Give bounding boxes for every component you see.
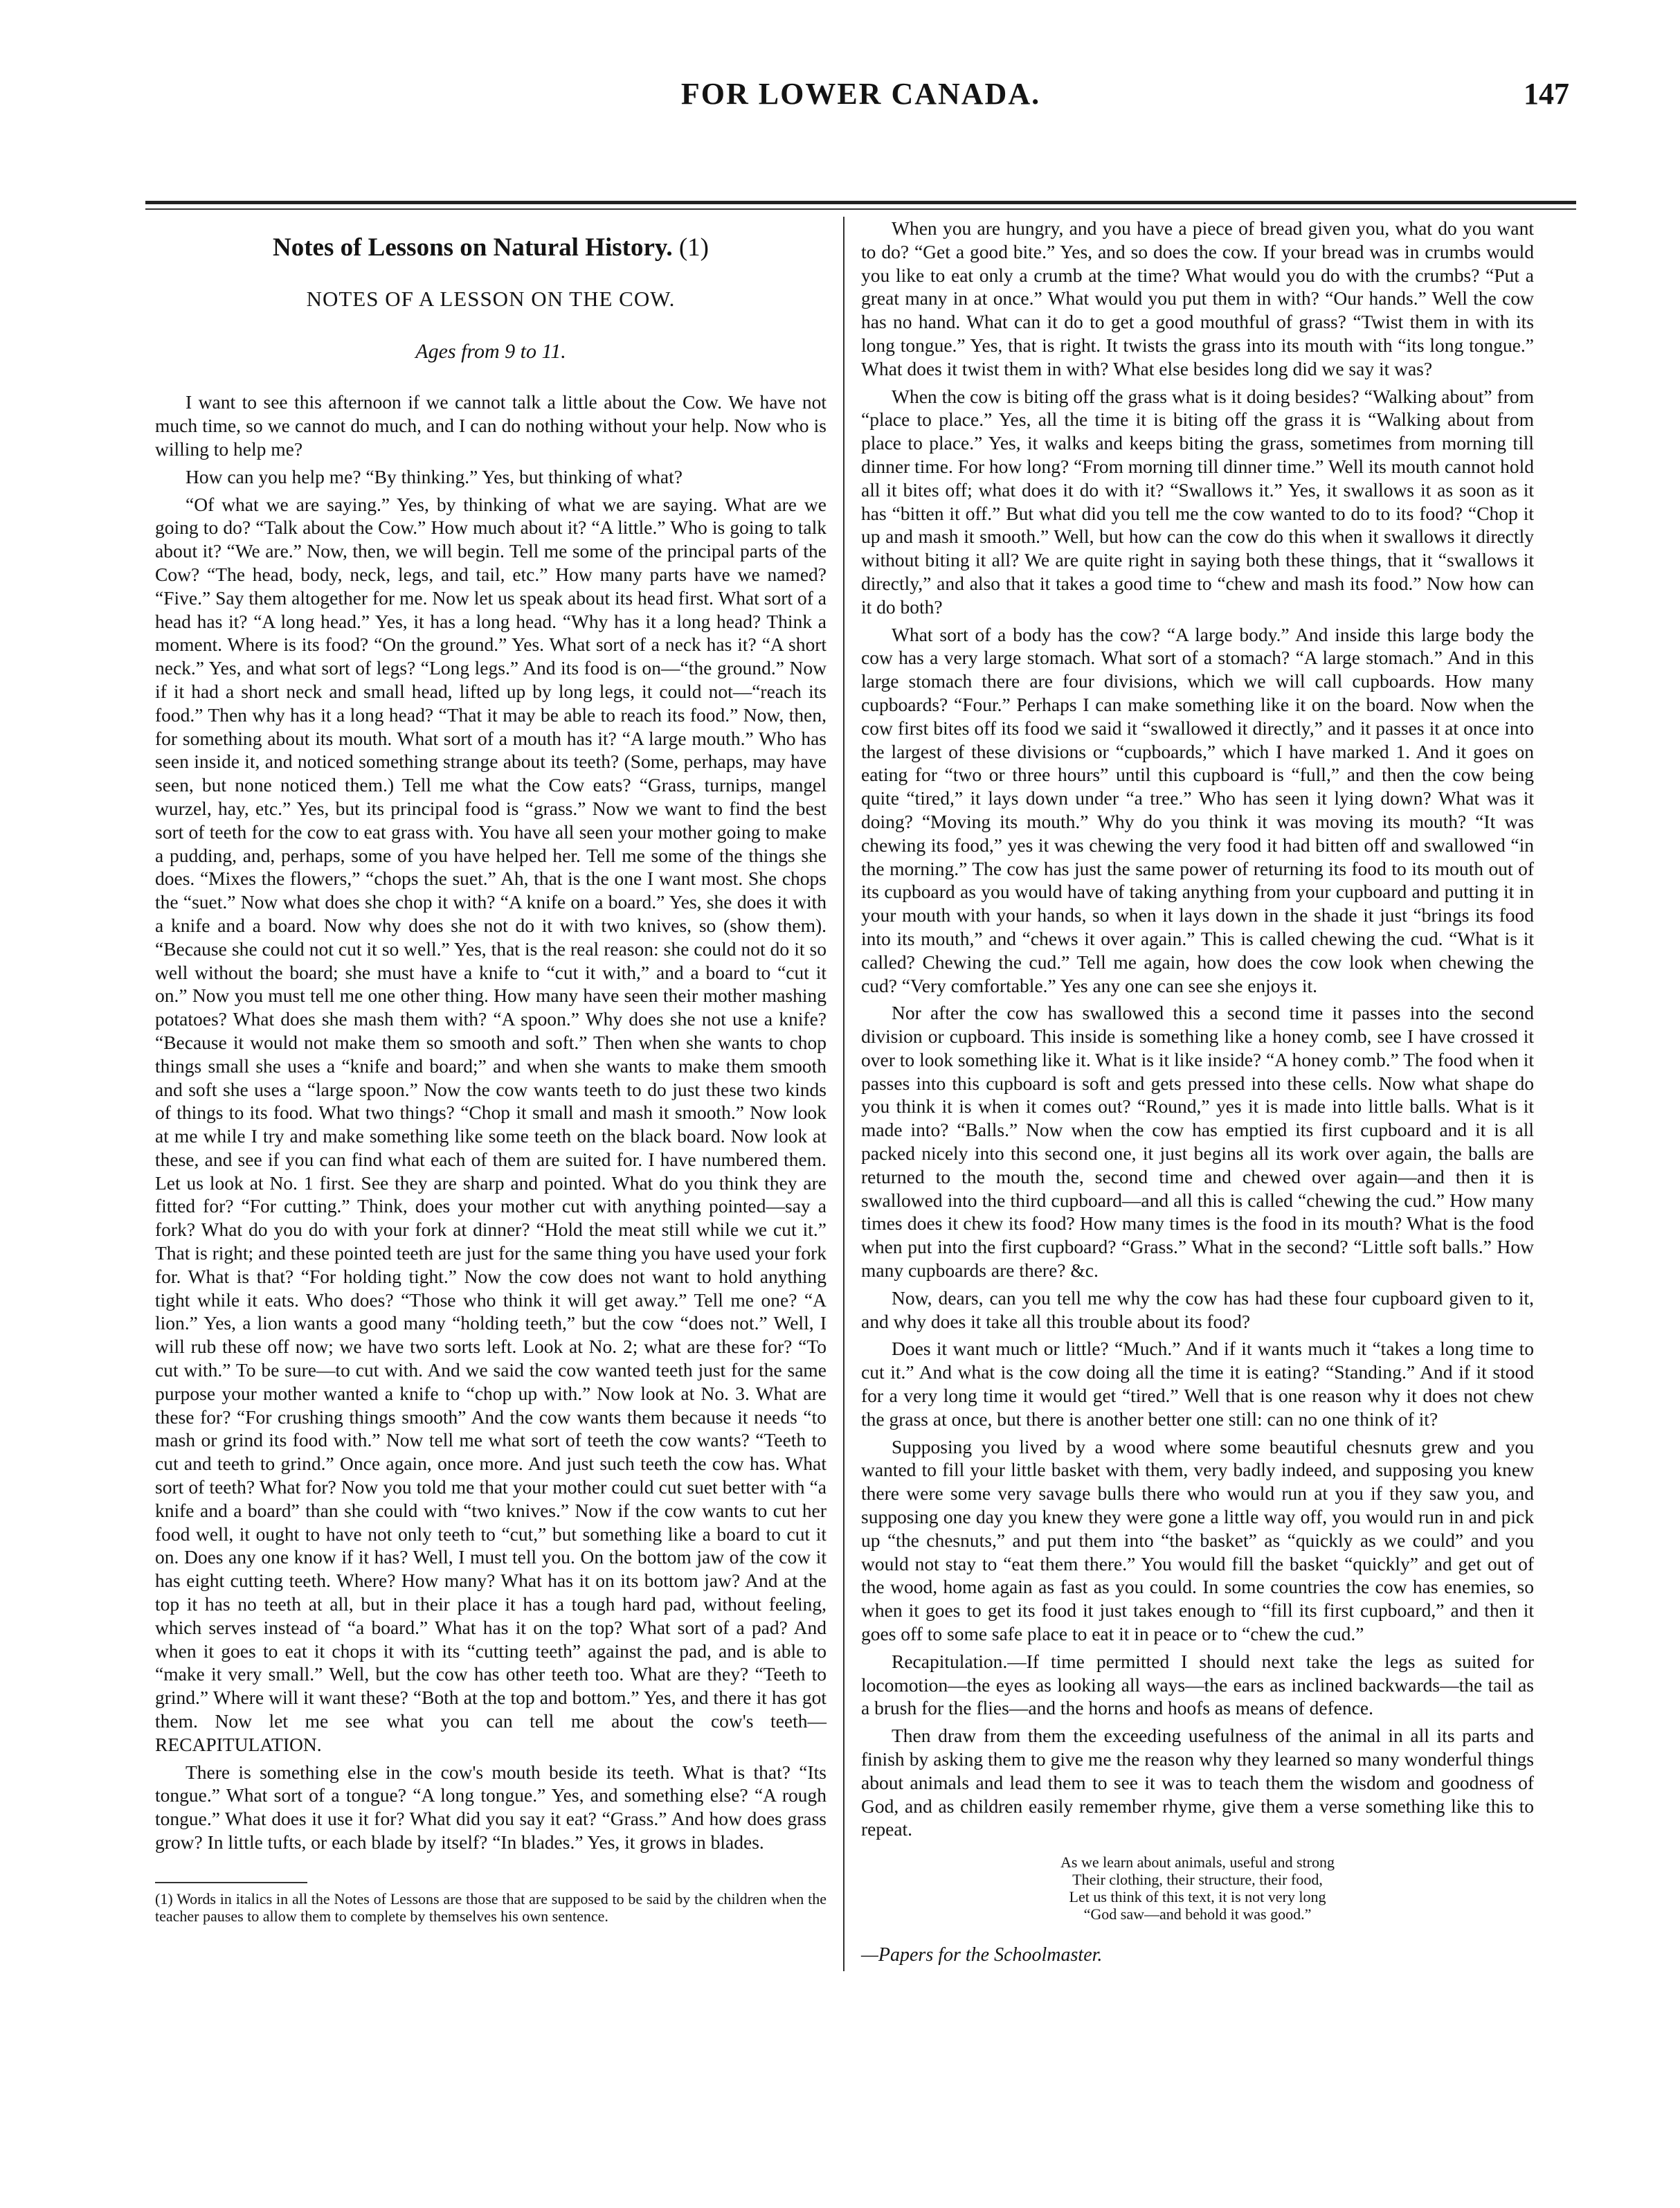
right-paragraph: Supposing you lived by a wood where some beautiful chesnuts grew and you wanted to fill your little basket with them, very badly indeed, and supposing you knew there were some very savage bulls there who would run at you if they saw you, and supposing one day you knew they were gone a little way off, you would run in and pick up “the chesnuts,” and put them into “the basket” as “quickly as we could” and you would not stay to “eat them there.” You would fill the basket “quickly” and get out of the wood, home again as fast as you could. In some countries the cow has enemies, so when it goes to get its food it just takes enough to “fill its first cupboard,” and then it goes off to some safe place to eat it in peace or to “chew the cud.”: [861, 1435, 1534, 1645]
right-column: [844, 217, 1544, 1971]
header-rule: [145, 201, 1576, 204]
ages-line: Ages from 9 to 11.: [415, 339, 566, 363]
verse-line: Their clothing, their structure, their food,: [1072, 1871, 1323, 1889]
article-title-footnote-mark: (1): [678, 233, 710, 262]
right-paragraph: Nor after the cow has swallowed this a second time it passes into the second division or cupboard. This inside is something like a honey comb, see I have crossed it over to look something like it. What is it like inside? “A honey comb.” The food when it passes into this cupboard is soft and gets pressed into these cells. Now what shape do you think it is when it comes out? “Round,” yes it is made into little balls. What is it made into? “Balls.” Now when the cow has emptied its first cupboard and it is all packed nicely into this second one, it just begins all its work over again, the balls are returned to the mouth the, second time and chewed over again—and then it is swallowed into the third cupboard—and all this is called “chewing the cud.” How many times does it chew its food? How many times is the food in its mouth? What is the food when put into the first cupboard? “Grass.” What in the second? “Little soft balls.” How many cupboards are there? &c.: [861, 1002, 1534, 1282]
left-paragraph: “Of what we are saying.” Yes, by thinking of what we are saying. What are we going to do? “Talk about the Cow.” How much about it? “A little.” Who is going to talk about it? “We are.” Now, then, we will begin. Tell me some of the principal parts of the Cow? “The head, body, neck, legs, and tail, etc.” How many parts have we named? “Five.” Say them altogether for me. Now let us speak about its head first. What sort of a head has it? “A long head.” Yes, it has a long head. “Why has it a long head? Think a moment. Where is its food? “On the ground.” Yes. What sort of a neck has it? “A short neck.” Yes, and what sort of legs? “Long legs.” And its food is on—“the ground.” Now if it had a short neck and small head, lifted up by long legs, it could not—“reach its food.” Then why has it a long head? “That it may be able to reach its food.” Now, then, for something about its mouth. What sort of a mouth has it? “A large mouth.” Who has seen inside it, and noticed something strange about its teeth? (Some, perhaps, may have seen, but none noticed them.) Tell me what the Cow eats? “Grass, turnips, mangel wurzel, hay, etc.” Yes, but its principal food is “grass.” Now we want to find the best sort of teeth for the cow to eat grass with. You have all seen your mother going to make a pudding, and, perhaps, some of you have helped her. Tell me some of the things she does. “Mixes the flowers,” “chops the suet.” Ah, that is the one I want most. She chops the “suet.” Now what does she chop it with? “A knife on a board.” Yes, she does it with a knife and a board. Now why does she not do it with two knives, so (show them). “Because she could not cut it so well.” Yes, that is the real reason: she could not do it so well without the board; she must have a knife to “cut it with,” and a board to “cut it on.” Now you must tell me one other thing. How many have seen their mother mashing potatoes? What does she mash them with? “A spoon.” Why does she not use a knife? “Because it would not make them so smooth and soft.” Then when she wants to chop things small she uses a “knife and board;” and when she wants to make them smooth and soft she uses a “large spoon.” Now the cow wants teeth to do just these two kinds of things to its food. What two things? “Chop it small and mash it smooth.” Now look at me while I try and make something like some teeth on the black board. Now look at these, and see if you can find what each of them are suited for. I have numbered them. Let us look at No. 1 first. See they are sharp and pointed. What do you think they are fitted for? “For cutting.” Think, does your mother cut with anything pointed—say a fork? What do you do with your fork at dinner? “Hold the meat still while we cut it.” That is right; and these pointed teeth are just for the same thing you have used your fork for. What is that? “For holding tight.” Now the cow does not want to hold anything tight while it eats. Who does? “Those who think it will get away.” Tell me one? “A lion.” Yes, a lion wants a good many “holding teeth,” but the cow “does not.” Well, I will rub these off now; we have two sorts left. Look at No. 2; what are these for? “To cut with.” To be sure—to cut with. And we said the cow wanted teeth just for the same purpose your mother wanted a knife to “chop up with.” Now look at No. 3. What are these for? “For crushing things smooth” And the cow wants them because it needs “to mash or grind its food with.” Now tell me what sort of teeth the cow wants? “Teeth to cut and teeth to grind.” Once again, once more. And just such teeth the cow has. What sort of teeth? What for? Now you told me that your mother could cut suet better with “a knife and a board” than she could with “two knives.” Now if the cow wants to cut her food well, it ought to have not only teeth to “cut,” but something like a board to cut it on. Does any one know if it has? Well, I must tell you. On the bottom jaw of the cow it has eight cutting teeth. Where? How many? What has it on its bottom jaw? And at the top it has no teeth at all, but in their place it has a tough hard pad, without feeling, which serves instead of “a board.” What has it on the top? What sort of a pad? And when it goes to eat it chops it with its “cutting teeth” against the pad, and is able to “make it very small.” Well, but the cow has other teeth too. What are they? “Teeth to grind.” Where will it want these? “Both at the top and bottom.” Yes, and there it has got them. Now let me see what you can tell me about the cow's teeth—RECAPITULATION.: [155, 493, 827, 1755]
verse-line: “God saw—and behold it was good.”: [1083, 1905, 1312, 1923]
right-paragraph: Now, dears, can you tell me why the cow has had these four cupboard given to it, and why does it take all this trouble about its food?: [861, 1286, 1534, 1332]
right-paragraph: When you are hungry, and you have a piece of bread given you, what do you want to do? “Get a good bite.” Yes, and so does the cow. If your bread was in crumbs would you like to eat only a crumb at the time? What would you do with the crumbs? “Put a great many in at once.” What would you put them in with? “Our hands.” Well the cow has no hand. What can it do to get a good mouthful of grass? “Twist them in with its long tongue.” Yes, that is right. It twists the grass into its mouth with “its long tongue.” What does it twist them in with? What else besides long did we say it was?: [861, 217, 1534, 379]
verse-line: As we learn about animals, useful and strong: [1060, 1854, 1335, 1872]
running-title: FOR LOWER CANADA.: [680, 77, 1041, 111]
article-title-text: Notes of Lessons on Natural History.: [272, 233, 673, 262]
footnote: (1) Words in italics in all the Notes of Lessons are those that are supposed to be said by the children when the teacher pauses to allow them to complete by themselves his own sentence.: [155, 1890, 827, 1925]
left-paragraph: I want to see this afternoon if we cannot talk a little about the Cow. We have not much time, so we cannot do much, and I can do nothing without your help. Now who is willing to help me?: [155, 391, 827, 460]
verse-line: Let us think of this text, it is not very long: [1069, 1888, 1326, 1906]
right-paragraph: Does it want much or little? “Much.” And if it wants much it “takes a long time to cut it.” And what is the cow doing all the time it is eating? “Standing.” And if it stood for a very long time it would get “tired.” Well that is one reason why it does not chew the grass at once, but there is another better one still: can no one think of it?: [861, 1338, 1534, 1430]
right-paragraph: What sort of a body has the cow? “A large body.” And inside this large body the cow has a very large stomach. What sort of a stomach? “A large stomach.” And in this large stomach there are four divisions, which we will call cupboards. How many cupboards? “Four.” Perhaps I can make something like it on the board. Now when the cow first bites off its food we said it “swallowed it directly,” and it passes it at once into the largest of these divisions or “cupboards,” which I have marked 1. And it goes on eating for “two or three hours” until this cupboard is “full,” and then the cow being quite “tired,” it lays down under “a tree.” Who has seen it lying down? What was it doing? “Moving its mouth.” Why do you think it was moving its mouth? “It was chewing its food,” yes it was chewing the very food it had bitten off and swallowed “in the morning.” The cow has just the same power of returning its food to its mouth out of its cupboard as you would have of taking anything from your cupboard and putting it in your mouth with your hands, so when it lays down in the shade it just “brings its food into its mouth,” and “chews it over again.” This is called chewing the cud. “What is it called? Chewing the cud.” Tell me again, how does the cow look when chewing the cud? “Very comfortable.” Yes any one can see she enjoys it.: [861, 623, 1534, 996]
right-paragraph: Then draw from them the exceeding usefulness of the animal in all its parts and finish by asking them to give me the reason why they learned so many wonderful things about animals and lead them to see it was to teach them the wisdom and goodness of God, and as children easily remember rhyme, give them a verse something like this to repeat.: [861, 1725, 1534, 1840]
left-column: [145, 217, 844, 1971]
page-header: [145, 62, 1576, 111]
left-paragraph: There is something else in the cow's mouth beside its teeth. What is that? “Its tongue.” What sort of a tongue? “A long tongue.” Yes, and something else? “A rough tongue.” What does it use it for? What did you say it eat? “Grass.” And how does grass grow? In little tufts, or each blade by itself? “In blades.” Yes, it grows in blades.: [155, 1761, 827, 1853]
header-rule-thin: [145, 208, 1576, 210]
article-title: [155, 233, 827, 262]
page-number: 147: [1524, 77, 1569, 111]
verse: [861, 1854, 1534, 1923]
article-subtitle: NOTES OF A LESSON ON THE COW.: [306, 286, 676, 311]
right-paragraph: Recapitulation.—If time permitted I should next take the legs as suited for locomotion—the eyes as looking all ways—the ears as inclined backwards—the tail as a brush for the flies—and the horns and hoofs as means of defence.: [861, 1650, 1534, 1719]
footnote-rule: [155, 1882, 307, 1883]
right-paragraph: When the cow is biting off the grass what is it doing besides? “Walking about” from “place to place.” Yes, all the time it is biting off the grass it is “Walking about from place to place.” Yes, it walks and keeps biting the grass, sometimes from morning till dinner time. For how long? “From morning till dinner time.” Well its mouth cannot hold all it bites off; what does it do with it? “Swallows it.” Yes, it swallows it as soon as it has “bitten it off.” But what did you tell me the cow wanted to do to its food? “Chop it up and mash it smooth.” Well, but how can the cow do this when it swallows it directly without biting it all? We are quite right in saying both these things, that it “swallows it directly,” and also that it takes a good time to “chew and mash its food.” Now how can it do both?: [861, 385, 1534, 618]
two-column-body: [145, 217, 1576, 1971]
source-signature: —Papers for the Schoolmaster.: [861, 1944, 1103, 1966]
left-paragraph: How can you help me? “By thinking.” Yes, but thinking of what?: [186, 465, 683, 487]
